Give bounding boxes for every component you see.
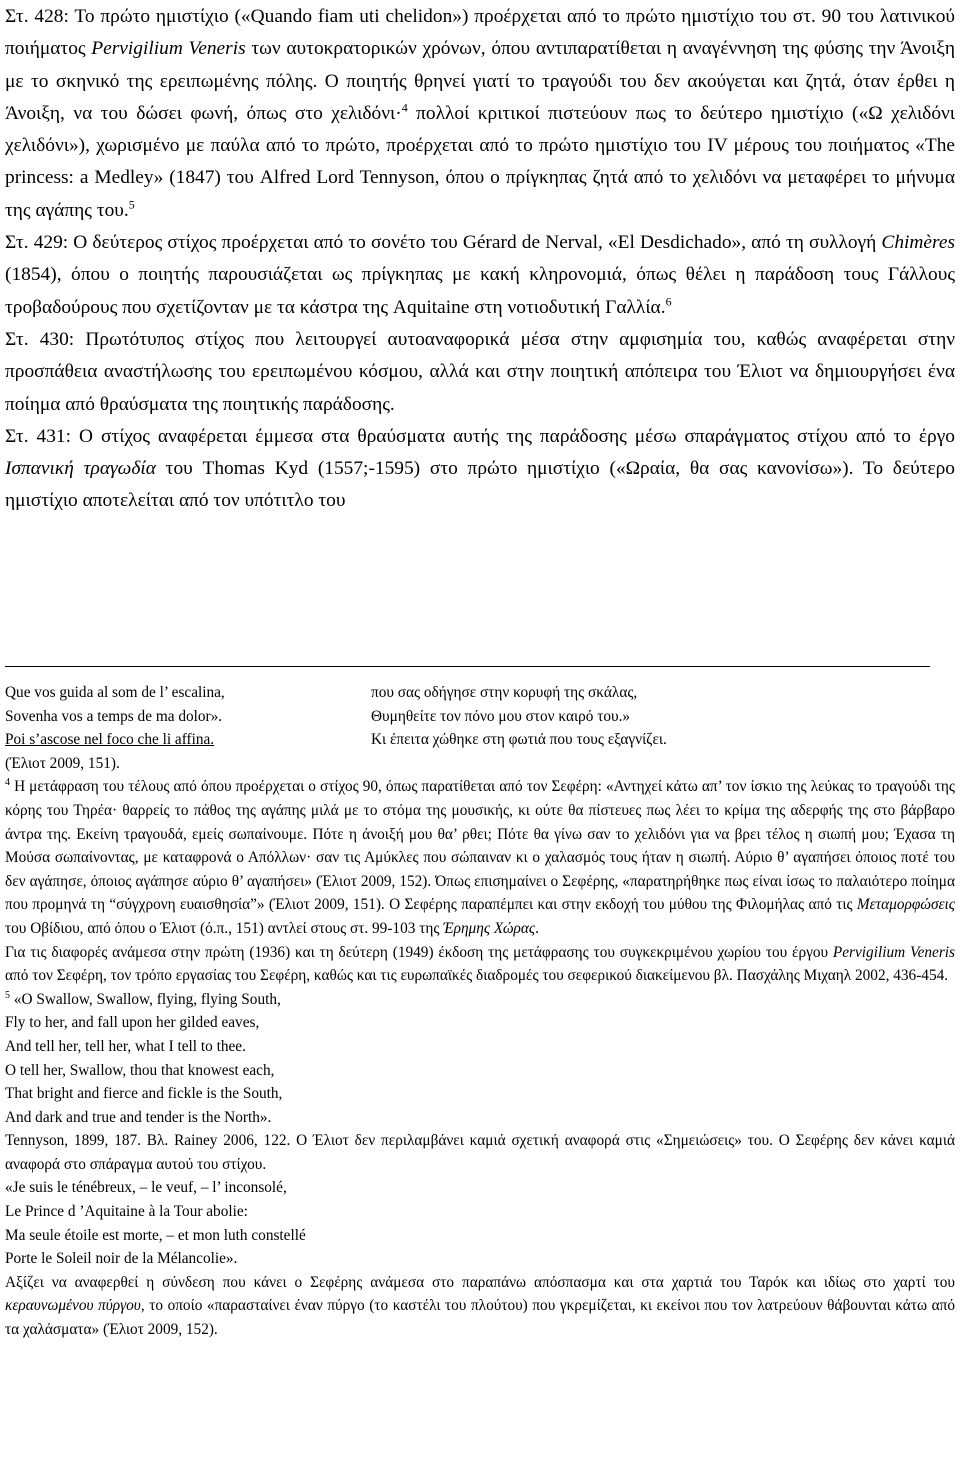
footnote-6	[5, 1176, 955, 1341]
paragraph-verse-431: Στ. 431: Ο στίχος αναφέρεται έμμεσα στα θραύσματα αυτής της παράδοσης μέσω σπαράγματος στίχου από το έργο Ισπανική τραγωδία του Thomas Kyd (1557;-1595) στο πρώτο ημιστίχιο («Ωραία, θα σας κανονίσω»). Το δεύτερο ημιστίχιο αποτελείται από τον υπότιτλο του	[5, 425, 955, 512]
paragraph-verse-429: Στ. 429: Ο δεύτερος στίχος προέρχεται από το σονέτο του Gérard de Nerval, «El Desdichado», από τη συλλογή Chimères (1854), όπου ο ποιητής παρουσιάζεται ως πρίγκηπας με κακή κληρονομιά, όπως θέλει η παράδοση τους Γάλλους τροβαδούρους που σχετίζονταν με τα κάστρα της Aquitaine στη νοτιοδυτική Γαλλία.$^6$	[5, 232, 955, 318]
poem-line: Ma seule étoile est morte, – et mon luth constellé	[5, 1226, 306, 1244]
poem-line: «Je suis le ténébreux, – le veuf, – l’ inconsolé,	[5, 1179, 287, 1197]
footnote-4-continued: Για τις διαφορές ανάμεσα στην πρώτη (1936) και τη δεύτερη (1949) έκδοση της μετάφρασης του συγκεκριμένου χωρίου του έργου Pervigilium Veneris από τον Σεφέρη, τον τρόπο εργασίας του Σεφέρη, καθώς και τις ευρωπαϊκές διαδρομές του σεφερικού διακείμενου βλ. Πασχάλης Μιχαηλ 2002, 436-454.	[5, 943, 956, 985]
footnote-separator	[5, 666, 930, 667]
paragraph-verse-428: Στ. 428: Το πρώτο ημιστίχιο («Quando fiam uti chelidon») προέρχεται από το πρώτο ημιστίχιο του στ. 90 του λατινικού ποιήματος Pervigilium Veneris των αυτοκρατορικών χρόνων, όπου αντιπαρατίθεται η αναγέννηση της φύσης την Άνοιξη με το σκηνικό της ερειπωμένης πόλης. Ο ποιητής θρηνεί γιατί το τραγούδι του δεν ακούγεται και ζητά, όταν έρθει η Άνοιξη, να του δώσει φωνή, όπως στο χελιδόνι·$^4$ πολλοί κριτικοί πιστεύουν πως το δεύτερο ημιστίχιο («Ω χελιδόνι χελιδόνι»), χωρισμένο με παύλα από το πρώτο, προέρχεται από το πρώτο ημιστίχιο του IV μέρους του ποιήματος «The princess: a Medley» (1847) του Alfred Lord Tennyson, όπου ο πρίγκηπας ζητά από το χελιδόνι να μεταφέρει το μήνυμα της αγάπης του.$^5$	[5, 6, 955, 221]
footnote-number: 5	[5, 989, 10, 1001]
poem-line: And dark and true and tender is the North».	[5, 1108, 272, 1126]
quote-line: Que vos guida al som de l’ escalina, που σας οδήγησε στην κορυφή της σκάλας,	[5, 684, 638, 701]
poem-line: Fly to her, and fall upon her gilded eaves,	[5, 1014, 260, 1032]
poem-line: $^5$ «O Swallow, Swallow, flying, flying South,	[5, 989, 281, 1008]
paragraph-verse-430: Στ. 430: Πρωτότυπος στίχος που λειτουργεί αυτοαναφορικά μέσα στην αμφισημία του, καθώς αναφέρεται στην προσπάθεια αναστήλωσης του ερειπωμένου κόσμου, αλλά και στην ποιητική απόπειρα του Έλιοτ να δημιουργήσει ένα ποίημα από θραύσματα της ποιητικής παράδοσης.	[5, 328, 955, 415]
main-text	[5, 1, 955, 518]
italic-title: Ισπανική τραγωδία	[5, 458, 156, 480]
italic-title: Chimères	[881, 232, 955, 254]
footnote-5	[5, 988, 955, 1177]
poem-line: That bright and fierce and fickle is the South,	[5, 1085, 283, 1103]
footnote-ref-4: 4	[401, 100, 408, 115]
poem-line: And tell her, tell her, what I tell to thee.	[5, 1037, 246, 1055]
quote-line: Poi s’ascose nel foco che li affina. Κι έπειτα χώθηκε στη φωτιά που τους εξαγνίζει.	[5, 731, 667, 749]
quote-line: Sovenha vos a temps de ma dolor». Θυμηθείτε τον πόνο μου στον καιρό του.»	[5, 707, 631, 725]
footnote-ref-6: 6	[665, 294, 672, 309]
poem-line: O tell her, Swallow, thou that knowest each,	[5, 1061, 275, 1079]
footnote-ref-5: 5	[128, 197, 135, 212]
footnote-4: $^4$ Η μετάφραση του τέλους από όπου προέρχεται ο στίχος 90, όπως παρατίθεται από τον Σεφέρη: «Αντηχεί κάτω απ’ τον ίσκιο της λεύκας το τραγούδι της κόρης του Τηρέα· θαρρείς το πάθος της αγάπης μιλά με το στόμα της μουσικής, κι ούτε θα πίστευες πως λέει το κρίμα της αδερφής της στο βάρβαρο άντρα της. Εκείνη τραγουδά, εμείς σωπαίνουμε. Πότε η άνοιξή μου θα’ ρθει; Πότε θα γίνω σαν το χελιδόνι για να βρει τέλος η σιωπή μου; Έχασα τη Μούσα σωπαίνοντας, με καταφρονά ο Απόλλων· σαν τις Αμύκλες που σώπαιναν κι ο χαλασμός τους ήταν η σιωπή. Αύριο θ’ αγαπήσει όποιος ποτέ του δεν αγάπησε, όποιος αγάπησε αύριο θ’ αγαπήσει» (Έλιοτ 2009, 152). Όπως επισημαίνει ο Σεφέρης, «παρατηρήθηκε πως είναι ίσως το παλαιότερο ποίημα που προμηνά τη “σύγχρονη ευαισθησία”» (Έλιοτ 2009, 151). Ο Σεφέρης παραπέμπει και στην εκδοχή του μύθου της Φιλομήλας από τις Μεταμορφώσεις του Οβίδιου, από όπου ο Έλιοτ (ό.π., 151) αντλεί στους στ. 99-103 της Έρημης Χώρας.	[5, 777, 955, 937]
footnote-number: 4	[5, 777, 10, 789]
poem-line: Porte le Soleil noir de la Mélancolie».	[5, 1250, 238, 1268]
poem-line: Le Prince d ’Aquitaine à la Tour abolie:	[5, 1203, 248, 1221]
commentary: Αξίζει να αναφερθεί η σύνδεση που κάνει ο Σεφέρης ανάμεσα στο παραπάνω απόσπασμα και στα χαρτιά του Ταρόκ και ιδίως στο χαρτί του κεραυνωμένου πύργου, το οποίο «παρασταίνει έναν πύργο (το καστέλι του πλούτου) που γκρεμίζεται, κι εκείνοι που τον λατρεύουν θάβουνται κάτω από τα χαλάσματα» (Έλιοτ 2009, 152).	[5, 1273, 955, 1339]
citation: Tennyson, 1899, 187. Βλ. Rainey 2006, 122. Ο Έλιοτ δεν περιλαμβάνει καμιά σχετική αναφορά στις «Σημειώσεις» του. Ο Σεφέρης δεν κάνει καμιά αναφορά στο σπάραγμα αυτού του στίχου.	[5, 1132, 955, 1173]
citation: (Έλιοτ 2009, 151).	[5, 754, 120, 772]
footnotes	[5, 681, 955, 1342]
italic-title: Pervigilium Veneris	[91, 38, 246, 60]
provencal-quote	[5, 681, 955, 752]
